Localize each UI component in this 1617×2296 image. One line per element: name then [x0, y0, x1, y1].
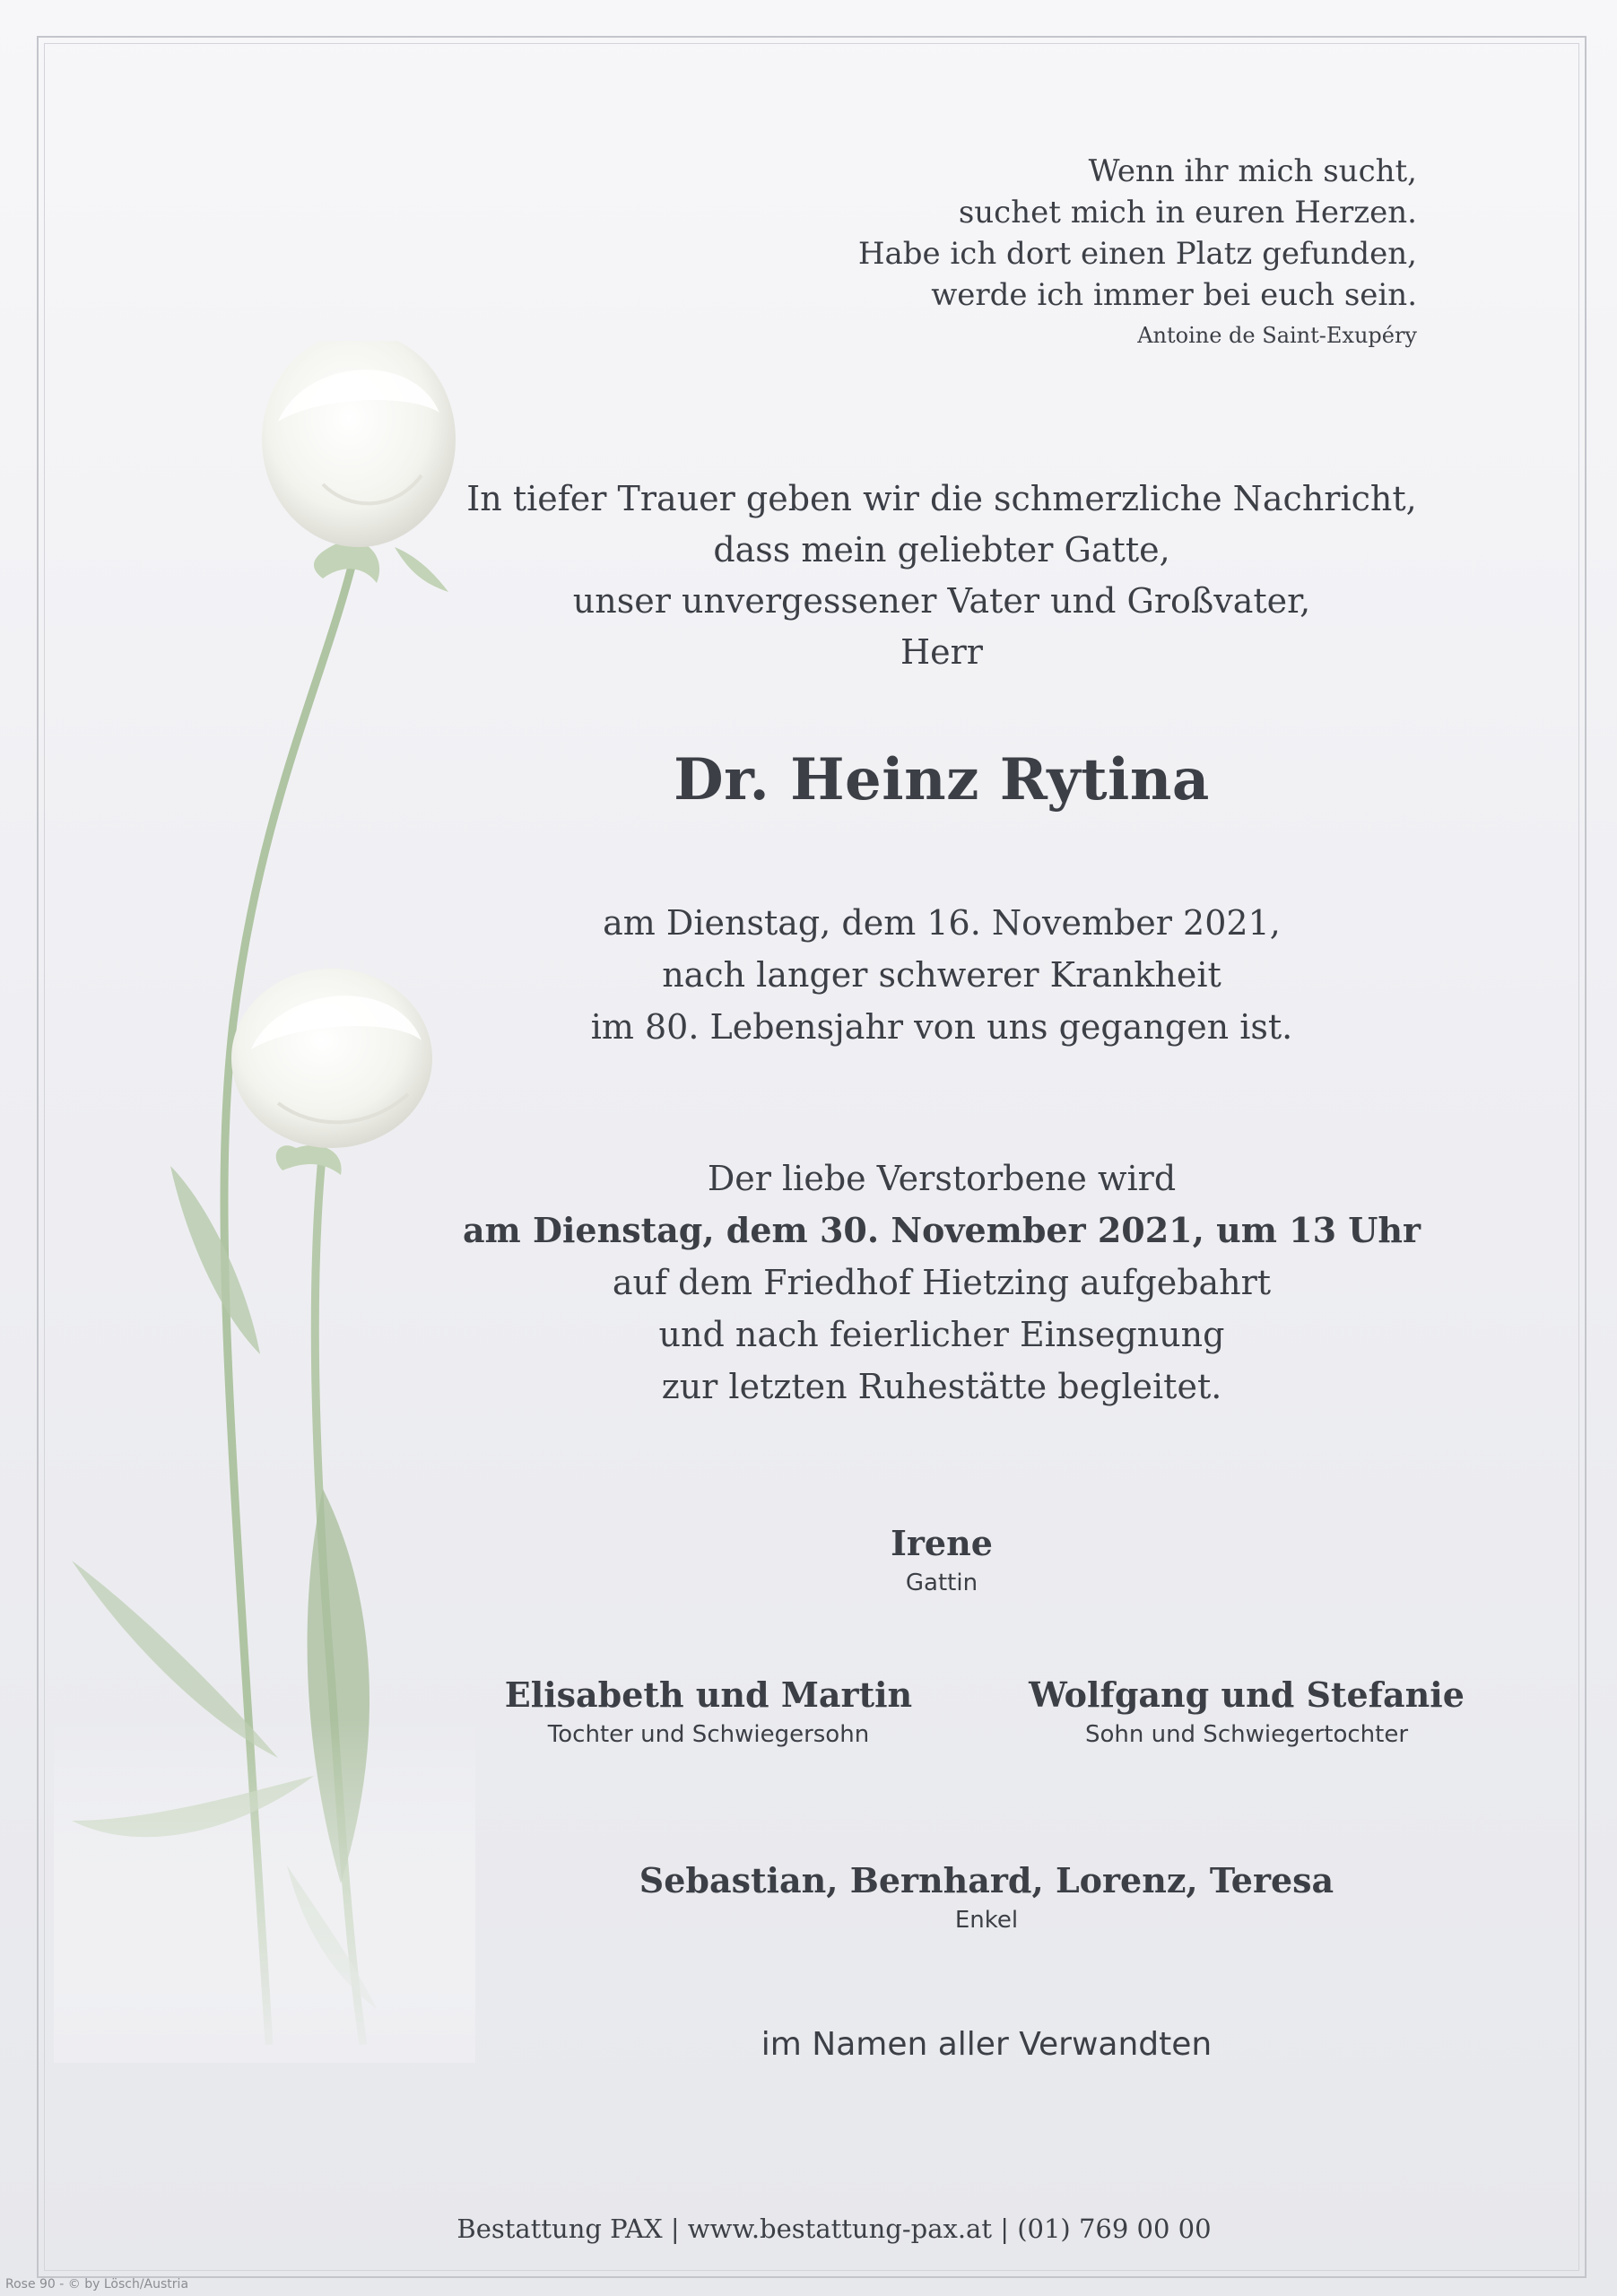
relative-name: Elisabeth und Martin [504, 1674, 913, 1715]
family-spouse [762, 1521, 1121, 1600]
image-credit: Rose 90 - © by Lösch/Austria [5, 2277, 189, 2292]
death-line: am Dienstag, dem 16. November 2021, [603, 903, 1281, 943]
relative-role: Tochter und Schwiegersohn [547, 1721, 870, 1748]
quote-block [610, 151, 1417, 352]
funeral-line: und nach feierlicher Einsegnung [658, 1315, 1225, 1354]
death-details [386, 897, 1498, 1053]
quote-author: Antoine de Saint-Exupéry [1137, 323, 1417, 348]
intro-line: Herr [900, 632, 983, 672]
relative-name: Irene [891, 1523, 993, 1563]
announcement-intro [386, 474, 1498, 678]
relative-role: Sohn und Schwiegertochter [1084, 1721, 1409, 1748]
death-line: nach langer schwerer Krankheit [662, 955, 1221, 995]
death-line: im 80. Lebensjahr von uns gegangen ist. [590, 1007, 1293, 1047]
signoff: im Namen aller Verwandten [761, 2026, 1213, 2063]
quote-line: Habe ich dort einen Platz gefunden, [857, 236, 1417, 272]
funeral-date: am Dienstag, dem 30. November 2021, um 13 Uhr [462, 1210, 1421, 1250]
funeral-line: Der liebe Verstorbene wird [707, 1159, 1177, 1198]
quote-line: Wenn ihr mich sucht, [1088, 153, 1417, 189]
funeral-line: zur letzten Ruhestätte begleitet. [661, 1367, 1222, 1406]
family-daughter [475, 1673, 942, 1752]
relative-name: Wolfgang und Stefanie [1029, 1674, 1465, 1715]
funeral-line: auf dem Friedhof Hietzing aufgebahrt [612, 1263, 1272, 1302]
funeral-home-footer: Bestattung PAX | www.bestattung-pax.at | (01) 769 00 00 [456, 2213, 1212, 2244]
quote-line: werde ich immer bei euch sein. [931, 277, 1417, 313]
intro-line: In tiefer Trauer geben wir die schmerzliche Nachricht, [466, 479, 1417, 518]
quote-line: suchet mich in euren Herzen. [958, 195, 1417, 230]
funeral-details [386, 1152, 1498, 1413]
relative-role: Enkel [954, 1907, 1019, 1934]
relative-name: Sebastian, Bernhard, Lorenz, Teresa [639, 1860, 1334, 1900]
intro-line: unser unvergessener Vater und Großvater, [572, 581, 1311, 621]
family-grandchildren [538, 1858, 1435, 1937]
deceased-name: Dr. Heinz Rytina [674, 746, 1210, 813]
relative-role: Gattin [905, 1570, 978, 1596]
family-son [995, 1673, 1498, 1752]
intro-line: dass mein geliebter Gatte, [713, 530, 1170, 570]
